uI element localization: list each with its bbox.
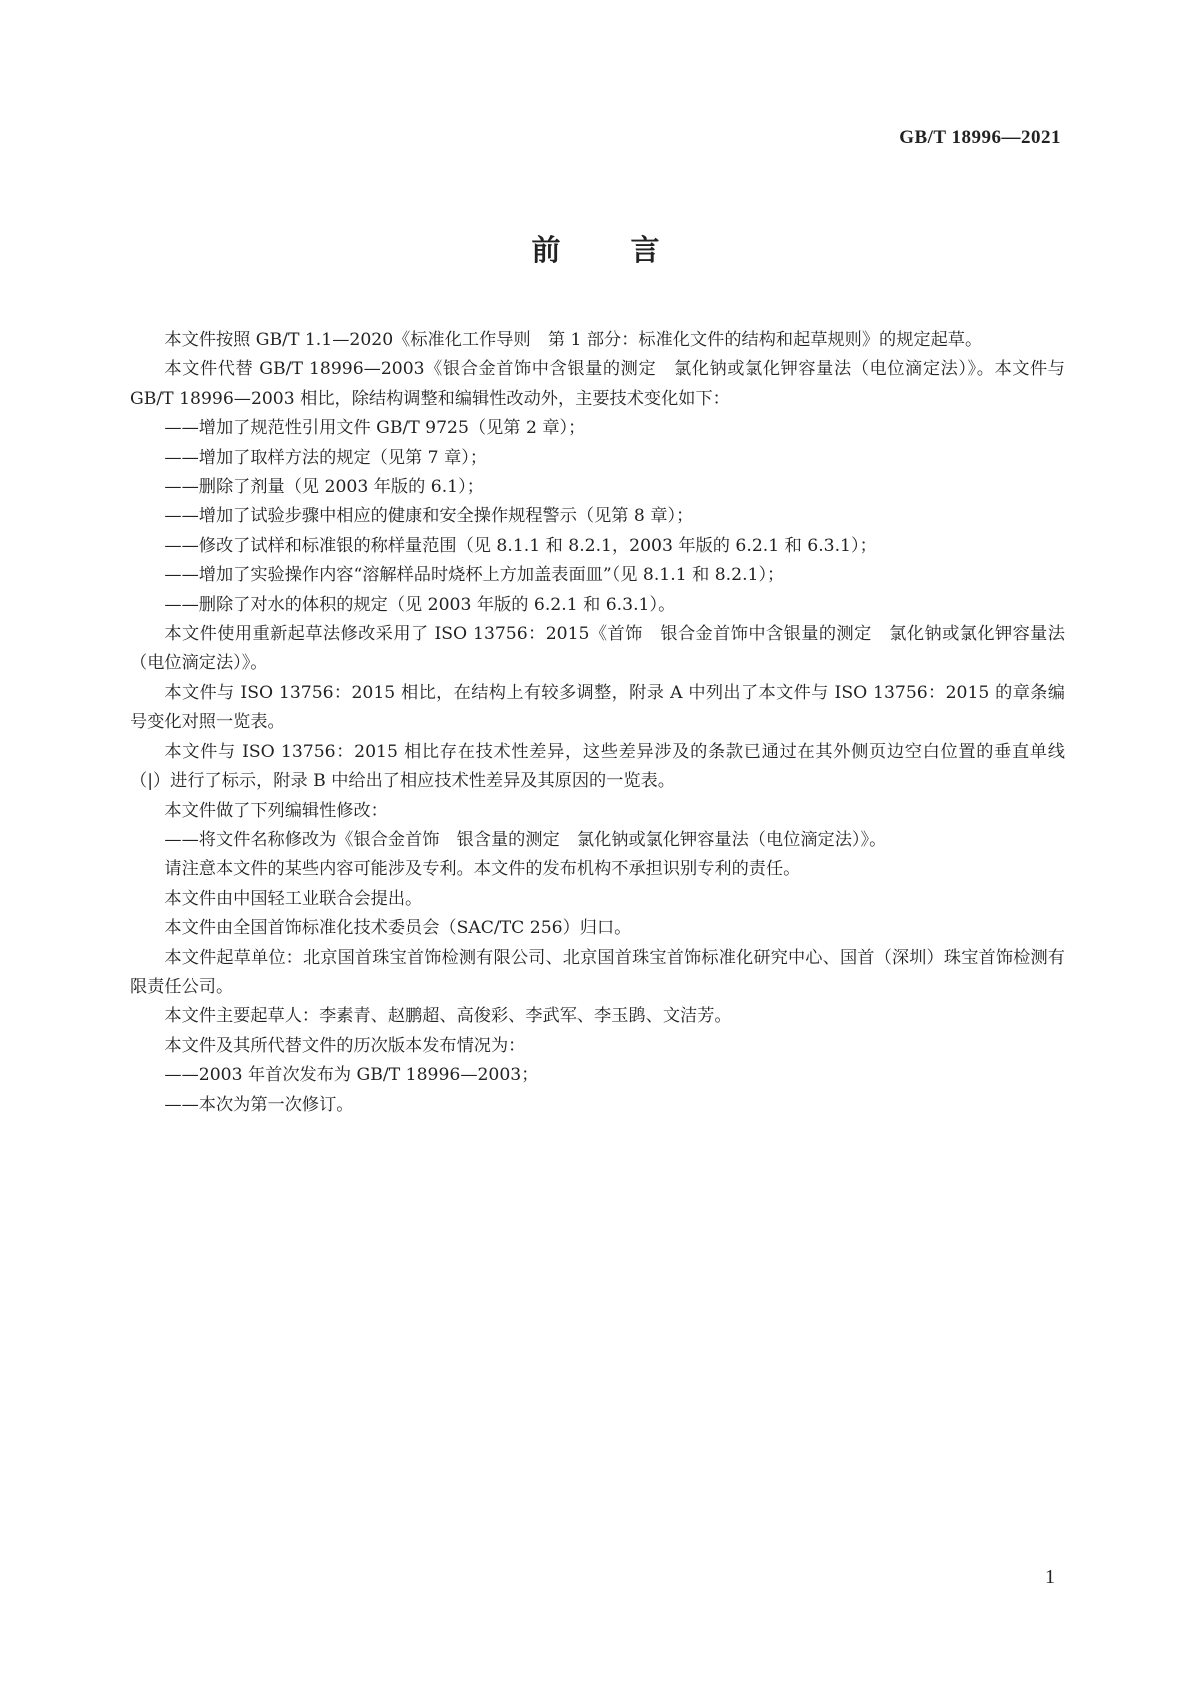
- list-item: ——删除了对水的体积的规定（见 2003 年版的 6.2.1 和 6.3.1）。: [164, 594, 676, 615]
- paragraph: 本文件按照 GB/T 1.1—2020《标准化工作导则 第 1 部分：标准化文件的结构和起草规则》的规定起草。: [164, 330, 983, 350]
- paragraph: 本文件与 ISO 13756：2015 相比存在技术性差异，这些差异涉及的条款已通过在其外侧页边空白位置的垂直单线（|）进行了标示，附录 B 中给出了相应技术性差异及其原因的一览表。: [130, 741, 1065, 792]
- paragraph: 本文件由全国首饰标准化技术委员会（SAC/TC 256）归口。: [164, 918, 632, 939]
- list-item: ——增加了取样方法的规定（见第 7 章）；: [164, 447, 488, 468]
- list-item: ——2003 年首次发布为 GB/T 18996—2003；: [164, 1065, 539, 1086]
- paragraph: 本文件由中国轻工业联合会提出。: [164, 888, 423, 909]
- list-item: ——增加了试验步骤中相应的健康和安全操作规程警示（见第 8 章）；: [164, 506, 694, 527]
- list-item: ——将文件名称修改为《银合金首饰 银含量的测定 氯化钠或氯化钾容量法（电位滴定法）》。: [164, 829, 887, 850]
- page-title: 前 言: [531, 233, 690, 267]
- list-item: ——删除了剂量（见 2003 年版的 6.1）；: [164, 477, 484, 498]
- page-number: 1: [1045, 1566, 1055, 1588]
- list-item: ——本次为第一次修订。: [164, 1094, 354, 1115]
- paragraph: 本文件起草单位：北京国首珠宝首饰检测有限公司、北京国首珠宝首饰标准化研究中心、国首（深圳）珠宝首饰检测有限责任公司。: [130, 947, 1065, 997]
- paragraph: 本文件做了下列编辑性修改：: [164, 800, 388, 821]
- list-item: ——修改了试样和标准银的称样量范围（见 8.1.1 和 8.2.1，2003 年版的 6.2.1 和 6.3.1）；: [164, 535, 877, 556]
- list-item: ——增加了规范性引用文件 GB/T 9725（见第 2 章）；: [164, 418, 586, 439]
- standard-code: GB/T 18996—2021: [899, 127, 1061, 148]
- paragraph: 请注意本文件的某些内容可能涉及专利。本文件的发布机构不承担识别专利的责任。: [164, 859, 801, 880]
- paragraph: 本文件使用重新起草法修改采用了 ISO 13756：2015《首饰 银合金首饰中含银量的测定 氯化钠或氯化钾容量法（电位滴定法）》。: [130, 624, 1065, 674]
- paragraph: 本文件代替 GB/T 18996—2003《银合金首饰中含银量的测定 氯化钠或氯化钾容量法（电位滴定法）》。本文件与 GB/T 18996—2003 相比，除结构调整和编辑性改动外，主要技术变化如下：: [130, 359, 1065, 409]
- paragraph: 本文件及其所代替文件的历次版本发布情况为：: [164, 1035, 526, 1056]
- paragraph: 本文件与 ISO 13756：2015 相比，在结构上有较多调整，附录 A 中列出了本文件与 ISO 13756：2015 的章条编号变化对照一览表。: [130, 682, 1065, 733]
- document-body: [130, 326, 1065, 1120]
- list-item: ——增加了实验操作内容“溶解样品时烧杯上方加盖表面皿”（见 8.1.1 和 8.2.1）；: [164, 565, 785, 586]
- paragraph: 本文件主要起草人：李素青、赵鹏超、高俊彩、李武军、李玉鹍、文洁芳。: [164, 1006, 732, 1027]
